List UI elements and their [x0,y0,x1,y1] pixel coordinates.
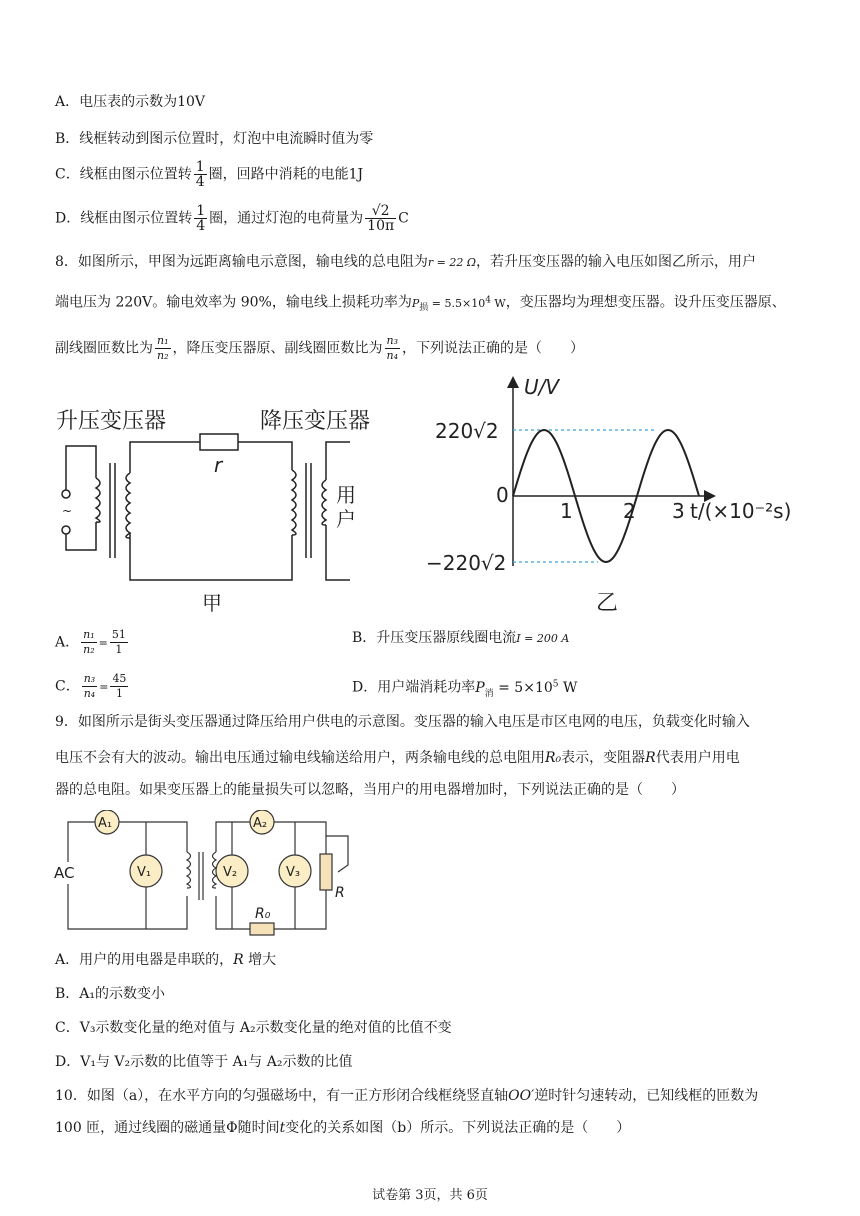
value-fraction [110,672,128,701]
label-step-down: 降压变压器 [260,409,371,434]
caption-yi: 乙 [596,591,619,616]
graph-ymin-label: −220√2 [426,551,507,575]
fraction-numerator: 51 [111,628,126,641]
q8-option-c [55,672,130,701]
fraction-numerator: n₁ [157,334,169,347]
text: 增大 [243,952,277,968]
graph-ylabel: U/V [524,375,560,399]
q8-option-b [352,628,569,649]
q7-option-c-text: C．线框由图示位置转 [55,166,192,183]
q9-stem-line1: 9．如图所示是街头变压器通过降压给用户供电的示意图。变压器的输入电压是市区电网的电压，负载变化时输入 [55,714,750,730]
equals-sign: = [99,680,109,694]
fraction-denominator: 1 [115,643,123,656]
ratio-fraction [82,672,98,701]
graph-tick-3: 3 [672,499,685,523]
text: D．用户端消耗功率 [352,679,476,696]
q9-stem-line2 [55,748,740,768]
q7-option-d-unit: C [398,210,409,227]
fraction-numerator: 45 [112,672,127,685]
text: 副线圈匝数比为 [55,340,153,357]
label-r0: R₀ [255,906,271,922]
graph-tick-2: 2 [623,499,636,523]
fraction-denominator: 10π [367,218,395,234]
q7-option-c [55,160,363,189]
power-exponent: 4 [485,295,491,305]
label-v3: V₃ [286,865,301,880]
fraction-denominator: 4 [195,174,205,190]
q9-option-d: D．V₁与 V₂示数的比值等于 A₁与 A₂示数的比值 [55,1054,353,1070]
q7-option-c-fraction [194,160,207,189]
symbol-r0: R₀ [545,750,562,766]
q8-option-a [55,628,130,657]
text: 表示，变阻器 [561,750,646,766]
transmission-diagram [50,398,390,618]
q9-option-b: B．A₁的示数变小 [55,986,166,1002]
fraction-denominator: 4 [196,218,206,234]
q7-option-d-fraction2 [365,204,396,233]
option-label: C． [55,678,80,695]
label-a1: A₁ [98,816,113,831]
text: 电压不会有大的波动。输出电压通过输电线输送给用户，两条输电线的总电阻用 [55,750,545,766]
q8-stem-line2 [55,290,786,318]
ratio-n3-n4 [385,334,401,363]
q7-option-b: B．线框转动到图示位置时，灯泡中电流瞬时值为零 [55,131,374,147]
axis-symbol: OO′ [508,1088,535,1104]
symbol-r: R [645,750,656,766]
fraction-numerator: 1 [195,159,205,175]
q7-option-d-fraction [194,204,207,233]
power-value: = 5.5×10 [428,296,486,310]
graph-zero-label: 0 [496,483,509,507]
ratio-fraction [81,628,97,657]
fraction-denominator: n₄ [386,349,398,362]
label-v1: V₁ [137,865,152,880]
page-footer: 试卷第 3页，共 6页 [372,1188,488,1203]
terminal-top [62,490,70,498]
power-unit: W [558,679,578,696]
power-value: = 5×10 [493,679,553,696]
fraction-denominator: n₂ [83,643,95,656]
q9-option-a [55,950,276,970]
symbol-r: R [233,952,244,968]
caption-jia: 甲 [202,591,222,615]
text: 10．如图（a），在水平方向的匀强磁场中，有一正方形闭合线框绕竖直轴 [55,1088,509,1104]
graph-ymax-label: 220√2 [435,419,499,443]
fraction-numerator: √2 [365,204,396,219]
text: 代表用户用电 [655,750,740,766]
text: B．升压变压器原线圈电流 [352,630,517,646]
power-subscript: 消 [484,688,494,699]
label-step-up: 升压变压器 [56,409,167,434]
current-value: I = 200 A [516,632,570,645]
fraction-numerator: n₃ [386,334,398,347]
resistance-value: r = 22 Ω [427,256,476,269]
text: 变化的关系如图（b）所示。下列说法正确的是（ ） [285,1120,631,1136]
value-fraction [110,628,128,657]
text: 8．如图所示，甲图为远距离输电示意图，输电线的总电阻为 [55,254,428,270]
text: A．用户的用电器是串联的， [55,952,234,968]
ac-tilde: ~ [62,504,73,518]
text: ，降压变压器原、副线圈匝数比为 [172,340,383,357]
equals-sign: = [98,636,108,650]
q10-stem-line1 [55,1086,758,1106]
label-r: r [214,453,223,477]
text: ，变压器均为理想变压器。设升压变压器原、 [505,294,786,311]
label-user-1: 用 [336,483,356,507]
ratio-n1-n2 [155,334,171,363]
fraction-numerator: n₁ [83,628,95,641]
text: ，若升压变压器的输入电压如图乙所示，用户 [476,254,756,270]
text: 端电压为 220V。输电效率为 90%，输电线上损耗功率为 [55,294,412,311]
q8-option-d [352,674,577,703]
voltage-graph [420,372,800,622]
label-r: R [335,885,345,901]
time-symbol: t [279,1120,286,1136]
q7-option-d [55,204,409,233]
fraction-denominator: n₂ [157,349,169,362]
fraction-numerator: n₃ [83,672,96,685]
rheostat-r [320,854,332,890]
graph-tick-1: 1 [560,499,573,523]
text: ，下列说法正确的是（ ） [402,340,584,357]
q9-option-c: C．V₃示数变化量的绝对值与 A₂示数变化量的绝对值的比值不变 [55,1020,452,1036]
q7-option-d-text: D．线框由图示位置转 [55,210,193,227]
power-unit: W [490,296,506,310]
label-ac: AC [54,864,75,882]
q9-stem-line3: 器的总电阻。如果变压器上的能量损失可以忽略，当用户的用电器增加时，下列说法正确的是（ ） [55,782,685,798]
q8-stem-line3 [55,334,584,363]
street-transformer-circuit [52,810,362,940]
power-symbol: P [475,679,485,696]
power-subscript: 损 [419,302,429,313]
q7-option-d-text-mid: 圈，通过灯泡的电荷量为 [209,210,364,227]
graph-xlabel: t/(×10⁻²s) [690,499,792,523]
q8-stem-line1 [55,252,756,273]
text: 逆时针匀速转动，已知线框的匝数为 [534,1088,759,1104]
resistor-r0 [250,923,274,935]
terminal-bottom [62,526,70,534]
power-symbol: P [411,296,420,310]
option-label: A． [55,634,80,651]
fraction-numerator: 1 [196,203,206,219]
fraction-denominator: 1 [115,687,123,700]
q10-stem-line2 [55,1118,630,1138]
label-user-2: 户 [336,507,356,531]
label-v2: V₂ [223,865,238,880]
q7-option-c-text-end: 圈，回路中消耗的电能1J [208,166,364,183]
q7-option-a: A．电压表的示数为10V [55,94,206,110]
text: 100 匝，通过线圈的磁通量Φ随时间 [55,1120,280,1136]
label-a2: A₂ [253,816,268,831]
power-exponent: 5 [552,679,559,689]
fraction-denominator: n₄ [83,687,96,700]
